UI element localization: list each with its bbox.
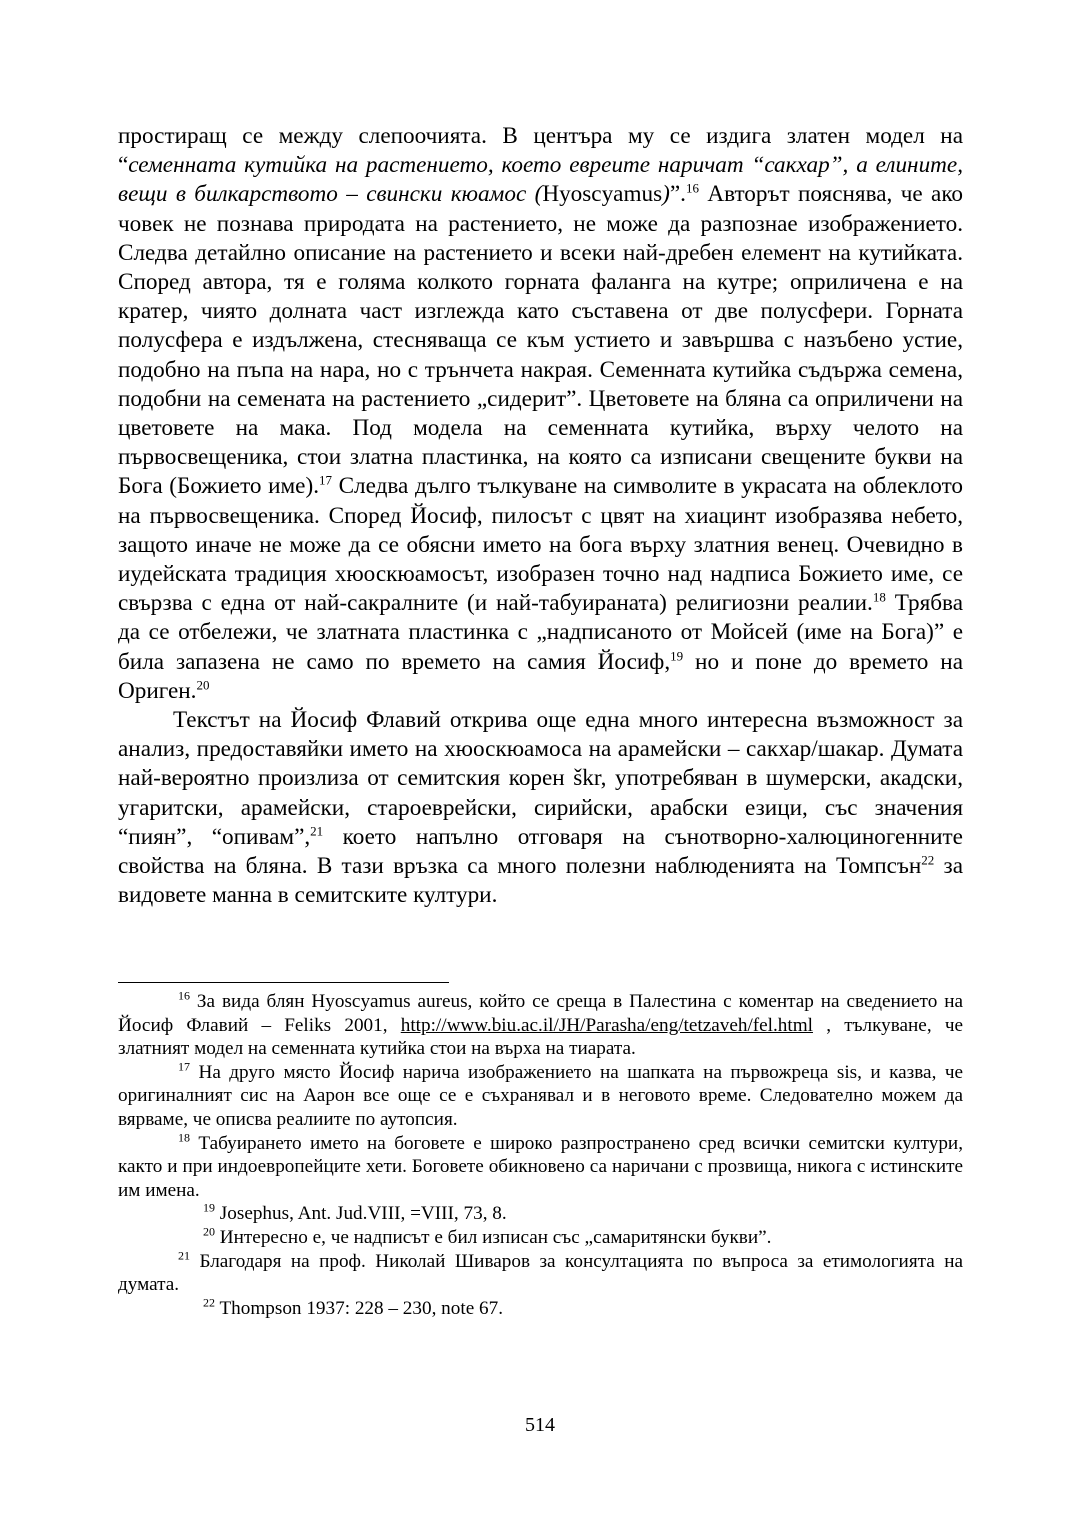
- footnote-18: [118, 1132, 963, 1203]
- footnote-ref-18[interactable]: 18: [872, 589, 886, 605]
- footnote-ref-19[interactable]: 19: [670, 647, 684, 663]
- footnote-number: 19: [203, 1200, 215, 1215]
- footnote-text: За вида блян Hyoscyamus aureus, който се среща в Палестина с коментар на сведението на Йосиф Флавий – Feliks 2001,: [118, 991, 963, 1036]
- main-text: [118, 122, 963, 910]
- latin-term: Hyoscyamus: [542, 181, 663, 208]
- text-run: ”.: [669, 181, 686, 208]
- footnote-ref-21[interactable]: 21: [310, 823, 324, 839]
- footnote-text: Благодаря на проф. Николай Шиваров за консултацията по въпроса за етимологията на думата.: [118, 1250, 963, 1296]
- footnote-number: 21: [178, 1248, 190, 1263]
- footnote-21: [118, 1250, 963, 1297]
- italic-quote: семенната кутийка на растението, което евреите наричат “сакхар”, а елините, вещи в билкарството – свински кюамос (: [118, 152, 963, 208]
- text-run: но и поне до времето на Ориген.: [118, 648, 963, 704]
- footnote-number: 22: [203, 1295, 215, 1310]
- paragraph-1: [118, 122, 963, 706]
- footnote-22: [118, 1297, 963, 1321]
- page-number: 514: [525, 1414, 555, 1436]
- footnote-ref-16[interactable]: 16: [685, 180, 699, 196]
- footnote-text: Thompson 1937: 228 – 230, note 67.: [215, 1297, 503, 1319]
- text-run: Авторът пояснява, че ако човек не познава природата на растението, не може да разпознае изображението. Следва детайлно описание на растението и всеки най-дребен елемент на кутийката. Според автора, тя е голяма колкото горната фаланга на кутре; оприличена е на кратер, чиято долната част изглежда като съставена от две полусфери. Горната полусфера е издължена, стесняваща се към устието и завършва с назъбено устие, подобно на пъпа на нара, но с трънчета накрая. Семенната кутийка съдържа семена, подобни на семената на растението „сидерит”. Цветовете на бляна са оприличени на цветовете на мака. Под модела на семенната кутийка, върху челото на първосвещеника, стои златна пластинка, на която са изписани свещените букви на Бога (Божието име).: [118, 181, 963, 500]
- footnote-17: [118, 1061, 963, 1132]
- text-run: простиращ се между слепоочията. В центъра му се издига златен модел на “: [118, 123, 963, 179]
- text-run: което напълно отговаря на сънотворно-халюциногенните свойства на бляна. В тази връзка са много полезни наблюденията на Томпсън: [118, 823, 963, 880]
- footnote-number: 20: [203, 1224, 215, 1239]
- footnote-ref-20[interactable]: 20: [196, 677, 210, 693]
- text-run: Следва дълго тълкуване на символите в украсата на облеклото на първосвещеника. Според Йосиф, пилосът с цвят на хиацинт изобразява небето, защото иначе не може да се обясни името на бога върху златния венец. Очевидно в иудейската традиция хюоскюамосът, изобразен точно над надписа Божието име, се свързва с една от най-сакралните (и най-табуираната) религиозни реалии.: [118, 473, 963, 617]
- footnote-ref-22[interactable]: 22: [921, 852, 935, 868]
- footnote-20: [118, 1226, 963, 1250]
- italic-quote: ): [662, 181, 670, 208]
- footnote-ref-17[interactable]: 17: [319, 472, 332, 488]
- footnote-text: , тълкуване, че златният модел на семенната кутийка стои на върха на тиарата.: [118, 1014, 963, 1060]
- footnote-16: [118, 990, 963, 1061]
- footnote-number: 18: [178, 1130, 190, 1145]
- text-run: Трябва да се отбележи, че златната пластинка с „надписаното от Мойсей (име на Бога)” е била запазена не само по времето на самия Йосиф,: [118, 590, 963, 675]
- footnote-link[interactable]: http://www.biu.ac.il/JH/Parasha/eng/tetzaveh/fel.html: [400, 1014, 813, 1036]
- paragraph-2: [118, 706, 963, 910]
- footnote-text: На друго място Йосиф нарича изображението на шапката на първожреца sis, и казва, че оригиналният сис на Аарон все още се е съхранявал и в неговото време. Следователно можем да вярваме, че описва реалиите по аутопсия.: [118, 1061, 963, 1130]
- footnote-19: [118, 1202, 963, 1226]
- footnotes: [118, 990, 963, 1320]
- footnote-separator: [118, 982, 449, 983]
- text-run: за видовете манна в семитските култури.: [118, 853, 963, 909]
- text-run: Текстът на Йосиф Флавий открива още една много интересна възможност за анализ, предоставяйки името на хюоскюамоса на арамейски – сакхар/шакар. Думата най-вероятно произлиза от семитския корен škr, употребяван в шумерски, акадски, угаритски, арамейски, староеврейски, сирийски, арабски езици, със значения “пиян”, “опивам”,: [118, 707, 963, 850]
- footnote-text: Josephus, Ant. Jud.VIII, =VIII, 73, 8.: [215, 1203, 507, 1225]
- footnote-number: 17: [178, 1059, 190, 1074]
- footnote-text: Интересно е, че надписът е бил изписан със „самаритянски букви”.: [215, 1226, 772, 1248]
- footnote-number: 16: [178, 988, 190, 1003]
- footnote-text: Табуирането името на боговете е широко разпространено сред всички семитски култури, както и при индоевропейците хети. Боговете обикновено са наричани с прозвища, никога с истинските им имена.: [118, 1132, 963, 1201]
